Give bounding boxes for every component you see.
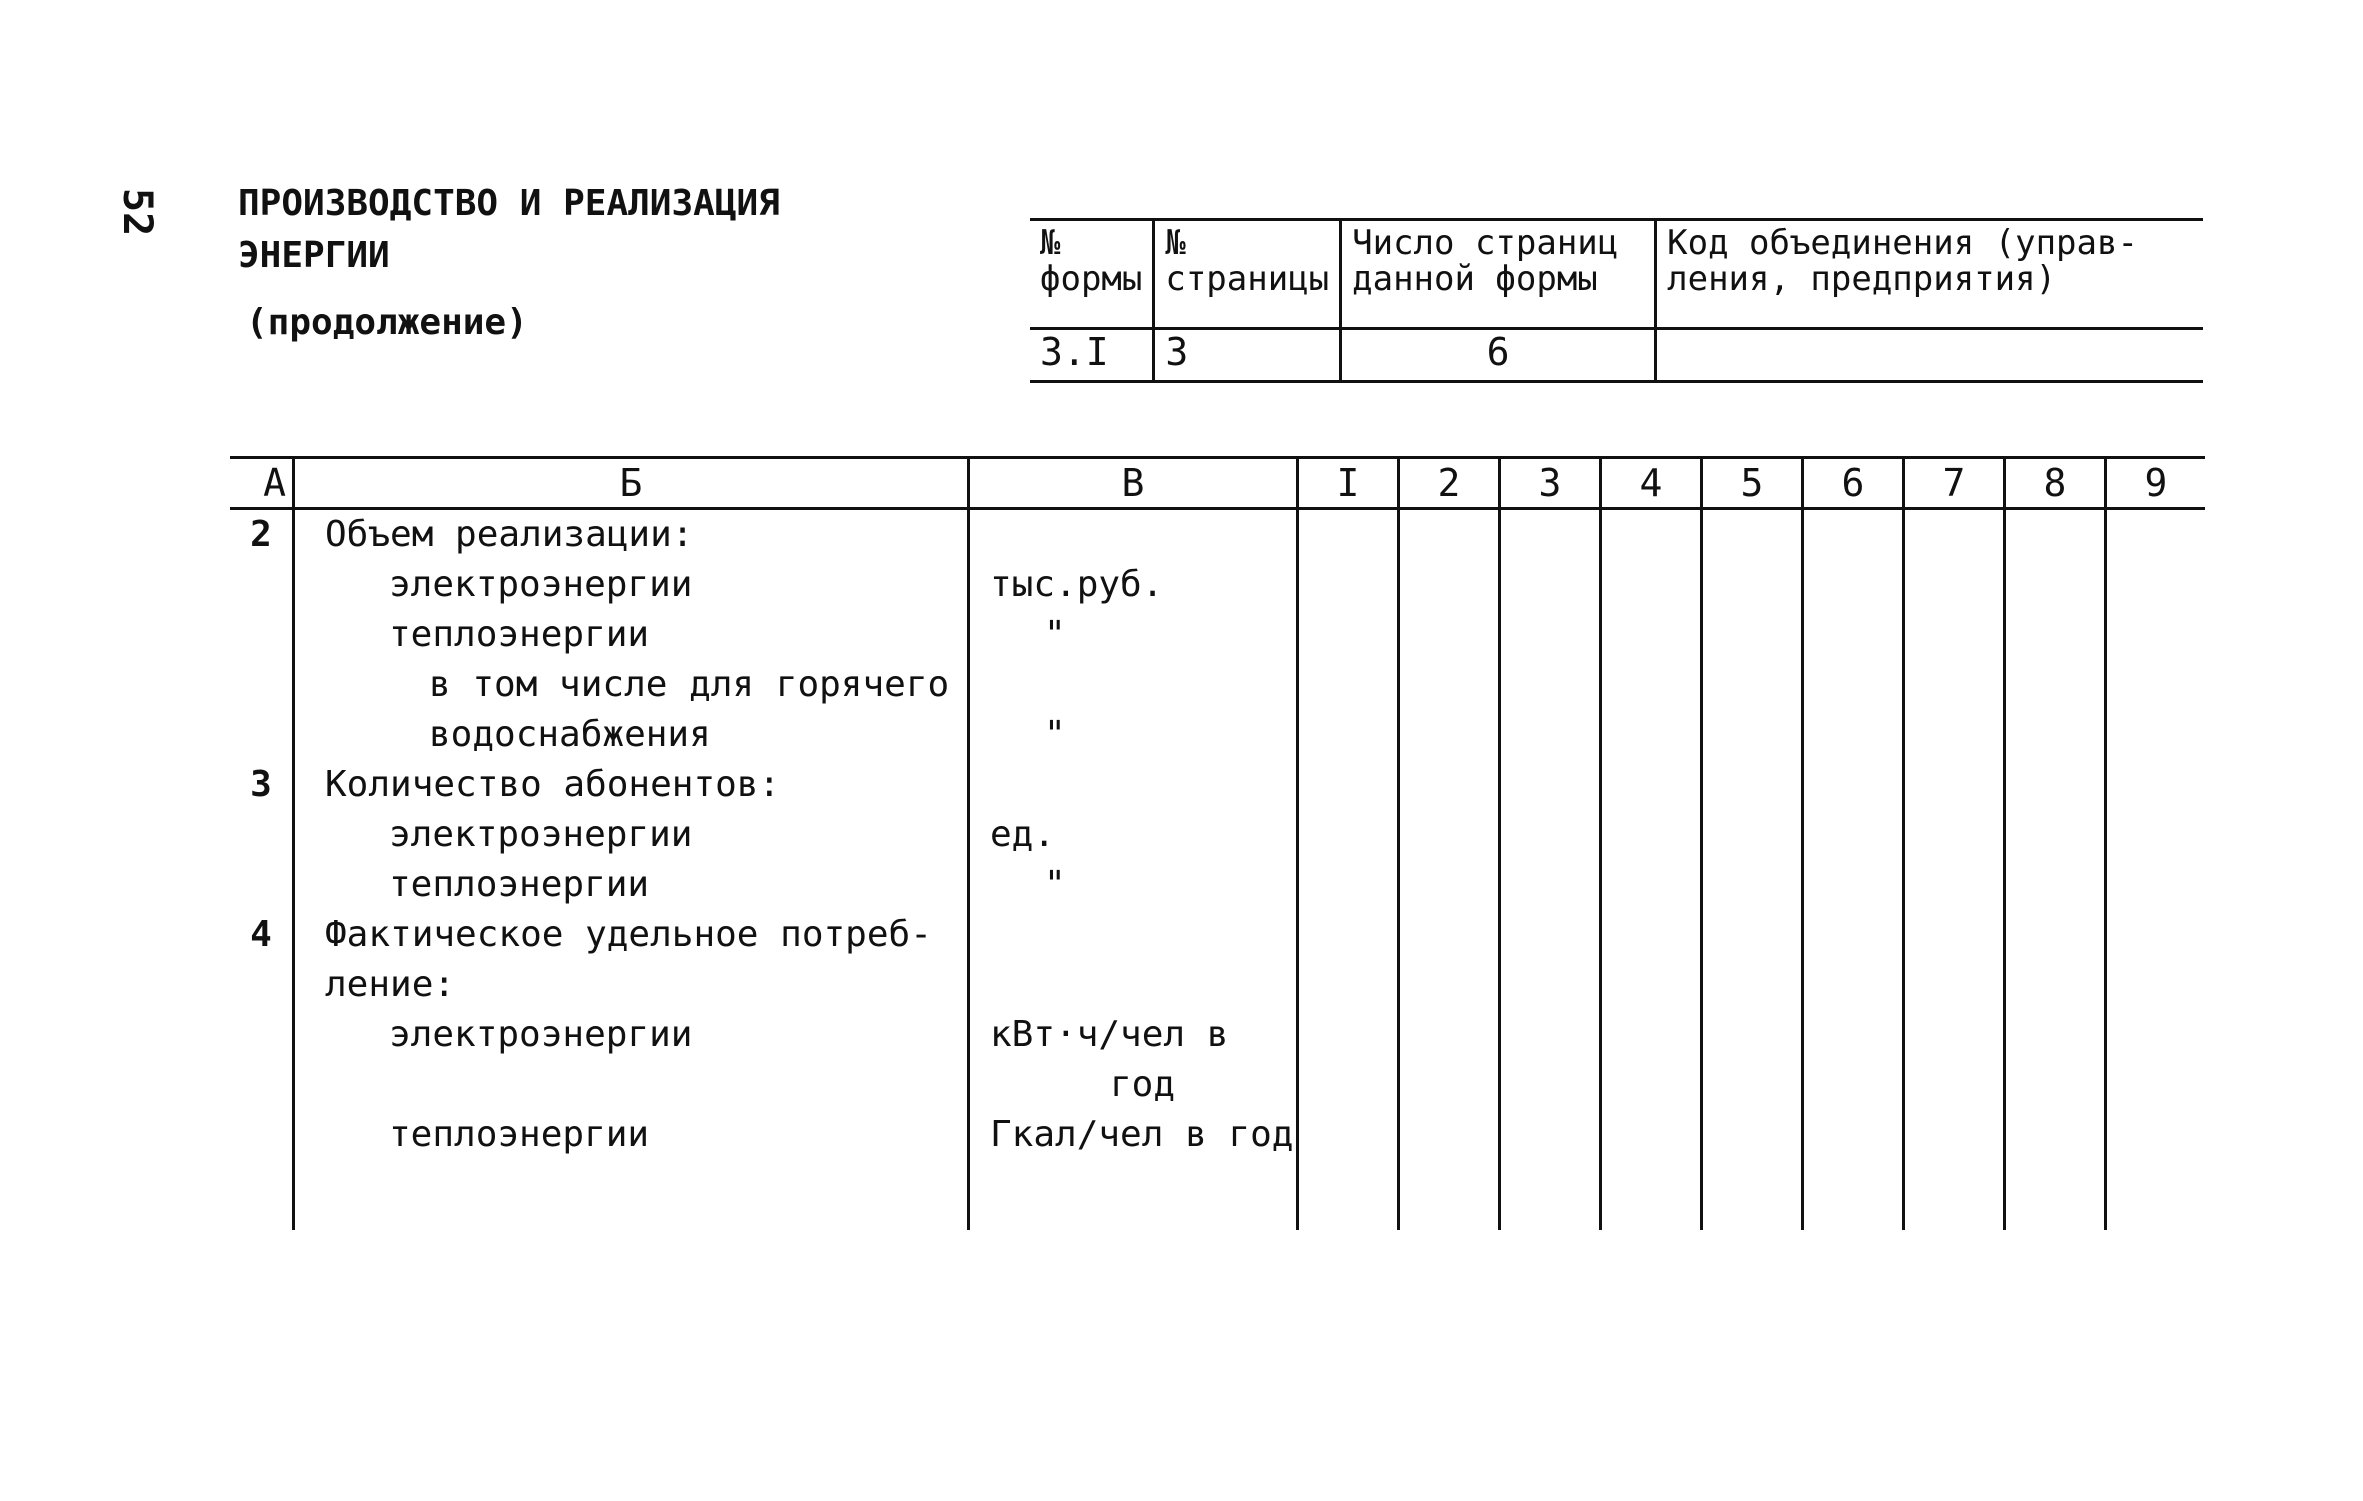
unit-label xyxy=(970,760,1296,810)
row-number: 2 xyxy=(250,514,272,555)
column-header-2: 2 xyxy=(1399,458,1500,509)
column-header-9: 9 xyxy=(2106,458,2206,509)
indicator-label xyxy=(295,1060,967,1110)
table-header-row xyxy=(230,458,2205,509)
unit-column xyxy=(969,509,1298,1231)
unit-label xyxy=(970,960,1296,1010)
data-column-9 xyxy=(2106,509,2206,1231)
unit-label: год xyxy=(1110,1064,1176,1105)
indicator-label: теплоэнергии xyxy=(389,864,650,905)
unit-label xyxy=(970,910,1296,960)
row-number xyxy=(230,860,292,910)
page-number-value: 3 xyxy=(1154,329,1341,382)
unit-label: тыс.руб. xyxy=(990,564,1164,605)
form-number-header: № формы xyxy=(1030,220,1154,329)
column-header-a: А xyxy=(230,458,294,509)
page-count-header: Число страниц данной формы xyxy=(1341,220,1656,329)
form-info-table xyxy=(1030,218,2203,383)
form-number-value: 3.I xyxy=(1030,329,1154,382)
column-header-8: 8 xyxy=(2005,458,2106,509)
row-number xyxy=(230,610,292,660)
indicator-column xyxy=(294,509,969,1231)
page-count-value: 6 xyxy=(1341,329,1656,382)
indicator-label: ление: xyxy=(325,964,456,1005)
indicator-label: теплоэнергии xyxy=(389,1114,650,1155)
page-number-header: № страницы xyxy=(1154,220,1341,329)
column-header-6: 6 xyxy=(1803,458,1904,509)
unit-label: " xyxy=(1044,614,1066,655)
indicator-label: Количество абонентов: xyxy=(325,764,781,805)
column-header-1: I xyxy=(1298,458,1399,509)
data-column-3 xyxy=(1500,509,1601,1231)
data-column-4 xyxy=(1601,509,1702,1231)
data-column-1 xyxy=(1298,509,1399,1231)
unit-label: ед. xyxy=(990,814,1056,855)
row-number xyxy=(230,710,292,760)
unit-label xyxy=(970,510,1296,560)
org-code-value xyxy=(1656,329,2204,382)
indicator-label: Объем реализации: xyxy=(325,514,694,555)
page-title xyxy=(238,178,780,282)
row-number xyxy=(230,660,292,710)
indicator-label: электроэнергии xyxy=(389,1014,693,1055)
title-line-2: ЭНЕРГИИ xyxy=(238,235,390,276)
row-number xyxy=(230,1060,292,1110)
unit-label: кВт·ч/чел в xyxy=(990,1014,1229,1055)
data-column-6 xyxy=(1803,509,1904,1231)
row-number xyxy=(230,810,292,860)
form-info-values-row xyxy=(1030,329,2203,382)
column-header-7: 7 xyxy=(1904,458,2005,509)
org-code-header: Код объединения (управ- ления, предприятия) xyxy=(1656,220,2204,329)
indicator-label: в том числе для горячего xyxy=(429,664,950,705)
column-header-4: 4 xyxy=(1601,458,1702,509)
form-info-header-row xyxy=(1030,220,2203,329)
row-number xyxy=(230,560,292,610)
indicator-label: электроэнергии xyxy=(389,814,693,855)
page-subtitle: (продолжение) xyxy=(246,302,528,343)
row-number xyxy=(230,1010,292,1060)
data-column-5 xyxy=(1702,509,1803,1231)
data-column-2 xyxy=(1399,509,1500,1231)
unit-label xyxy=(970,660,1296,710)
production-table xyxy=(230,456,2205,1230)
row-number-column xyxy=(230,509,294,1231)
unit-label: Гкал/чел в год xyxy=(990,1114,1294,1155)
indicator-label: электроэнергии xyxy=(389,564,693,605)
row-number: 3 xyxy=(250,764,272,805)
indicator-label: водоснабжения xyxy=(429,714,711,755)
column-header-3: 3 xyxy=(1500,458,1601,509)
row-number: 4 xyxy=(250,914,272,955)
data-column-8 xyxy=(2005,509,2106,1231)
page-number: 52 xyxy=(114,188,160,237)
column-header-5: 5 xyxy=(1702,458,1803,509)
column-header-v: В xyxy=(969,458,1298,509)
unit-label: " xyxy=(1044,714,1066,755)
row-number xyxy=(230,960,292,1010)
indicator-label: теплоэнергии xyxy=(389,614,650,655)
table-body-row xyxy=(230,509,2205,1231)
title-line-1: ПРОИЗВОДСТВО И РЕАЛИЗАЦИЯ xyxy=(238,183,780,224)
column-header-b: Б xyxy=(294,458,969,509)
unit-label: " xyxy=(1044,864,1066,905)
row-number xyxy=(230,1110,292,1160)
data-column-7 xyxy=(1904,509,2005,1231)
indicator-label: Фактическое удельное потреб- xyxy=(325,914,932,955)
